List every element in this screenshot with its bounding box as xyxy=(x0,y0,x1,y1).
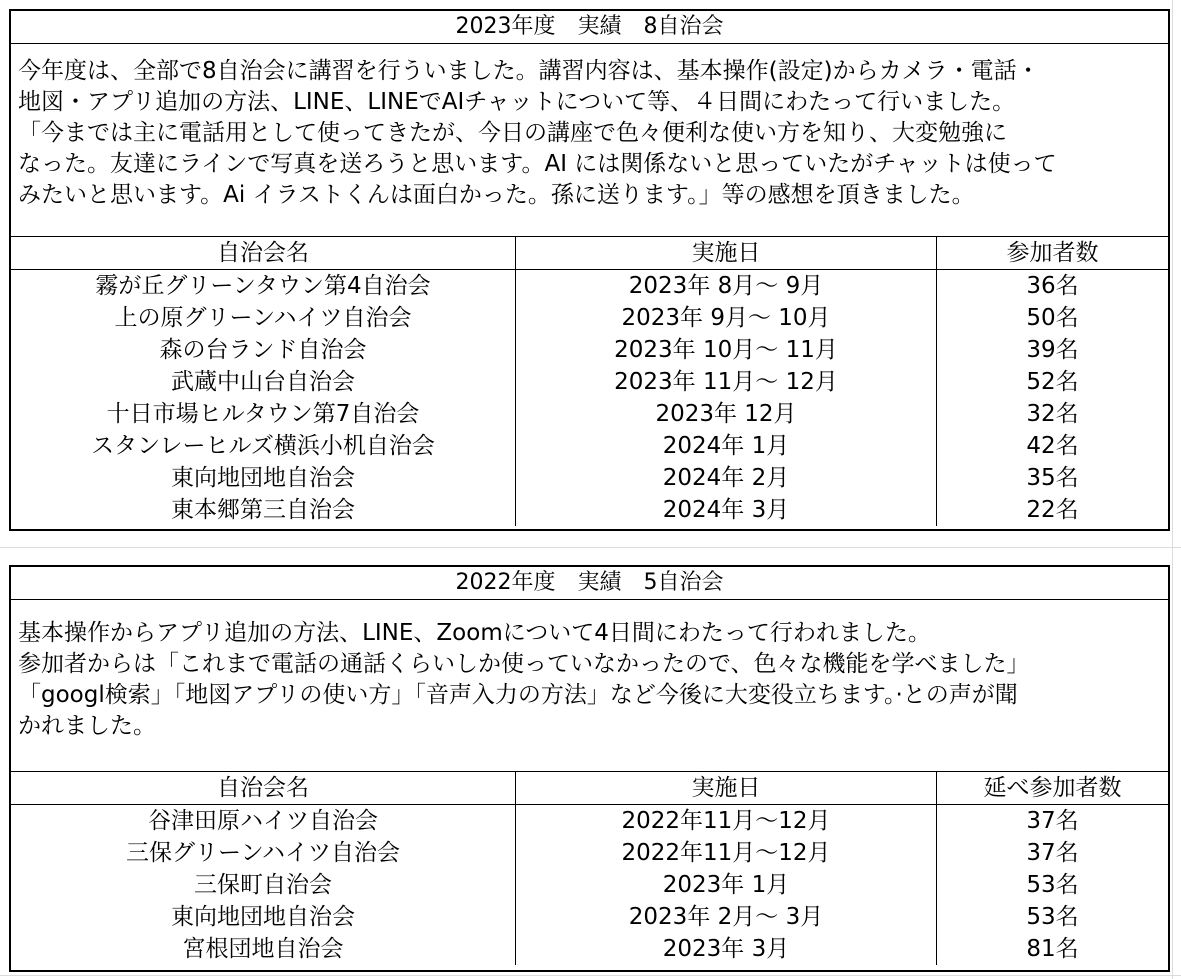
description-line: 「googl検索」「地図アプリの使い方」「音声入力の方法」など今後に大変役立ちます。·との声が聞 xyxy=(18,682,1018,708)
cell-count: 35名 xyxy=(1026,465,1079,491)
table-2022 xyxy=(11,772,1168,965)
header-date: 実施日 xyxy=(516,772,937,805)
cell-name: 森の台ランド自治会 xyxy=(11,334,516,366)
table-row xyxy=(11,869,1168,901)
cell-name: 十日市場ヒルタウン第7自治会 xyxy=(11,398,516,430)
description-line: 参加者からは「これまで電話の通話くらいしか使っていなかったので、色々な機能を学べました」 xyxy=(18,651,1030,677)
sheet-gridline xyxy=(1172,0,1173,979)
cell-name: 三保町自治会 xyxy=(11,869,516,901)
cell-name: 霧が丘グリーンタウン第4自治会 xyxy=(11,270,516,303)
table-header-row xyxy=(11,772,1168,805)
section-2022-description xyxy=(11,600,1168,772)
table-row xyxy=(11,302,1168,334)
description-line: みたいと思います。Ai イラストくんは面白かった。孫に送ります。」等の感想を頂きました。 xyxy=(18,182,975,208)
table-row xyxy=(11,837,1168,869)
cell-count: 32名 xyxy=(1026,401,1079,427)
header-count: 参加者数 xyxy=(937,237,1169,270)
section-2023 xyxy=(9,9,1170,531)
cell-date: 2024年 1月 xyxy=(516,430,937,462)
sheet-gridline xyxy=(0,975,1181,976)
cell-date: 2023年 8月～ 9月 xyxy=(516,270,937,303)
cell-date: 2023年 1月 xyxy=(516,869,937,901)
cell-date: 2023年 2月～ 3月 xyxy=(516,901,937,933)
cell-name: 谷津田原ハイツ自治会 xyxy=(11,805,516,838)
cell-date: 2023年 9月～ 10月 xyxy=(516,302,937,334)
cell-name: 武蔵中山台自治会 xyxy=(11,366,516,398)
sheet-gridline xyxy=(0,547,1181,548)
table-row xyxy=(11,430,1168,462)
table-row xyxy=(11,270,1168,303)
cell-count: 81名 xyxy=(1026,936,1079,962)
cell-date: 2023年 12月 xyxy=(516,398,937,430)
cell-name: 東向地団地自治会 xyxy=(11,462,516,494)
cell-date: 2023年 11月～ 12月 xyxy=(516,366,937,398)
header-count: 延べ参加者数 xyxy=(937,772,1169,805)
cell-count: 52名 xyxy=(1026,369,1079,395)
cell-count: 53名 xyxy=(1026,904,1079,930)
table-row xyxy=(11,366,1168,398)
cell-name: スタンレーヒルズ横浜小机自治会 xyxy=(11,430,516,462)
description-line: 基本操作からアプリ追加の方法、LINE、Zoomについて4日間にわたって行われました。 xyxy=(18,620,931,646)
cell-date: 2024年 3月 xyxy=(516,494,937,526)
cell-count: 37名 xyxy=(1026,840,1079,866)
table-row xyxy=(11,933,1168,965)
table-row xyxy=(11,494,1168,526)
header-name: 自治会名 xyxy=(11,772,516,805)
cell-count: 39名 xyxy=(1026,337,1079,363)
section-2023-description xyxy=(11,44,1168,237)
cell-date: 2022年11月～12月 xyxy=(516,837,937,869)
table-row xyxy=(11,805,1168,838)
header-name: 自治会名 xyxy=(11,237,516,270)
description-line: 今年度は、全部で8自治会に講習を行ういました。講習内容は、基本操作(設定)からカメラ・電話・ xyxy=(18,58,1040,84)
section-2023-title: 2023年度 実績 8自治会 xyxy=(11,11,1168,44)
cell-name: 上の原グリーンハイツ自治会 xyxy=(11,302,516,334)
cell-count: 42名 xyxy=(1026,433,1079,459)
section-2022 xyxy=(9,565,1170,972)
cell-name: 三保グリーンハイツ自治会 xyxy=(11,837,516,869)
table-row xyxy=(11,462,1168,494)
cell-date: 2023年 3月 xyxy=(516,933,937,965)
cell-count: 53名 xyxy=(1026,872,1079,898)
header-date: 実施日 xyxy=(516,237,937,270)
cell-name: 宮根団地自治会 xyxy=(11,933,516,965)
section-2022-title: 2022年度 実績 5自治会 xyxy=(11,567,1168,600)
table-row xyxy=(11,901,1168,933)
cell-count: 50名 xyxy=(1026,305,1079,331)
description-line: なった。友達にラインで写真を送ろうと思います。AI には関係ないと思っていたがチャットは使って xyxy=(18,151,1057,177)
description-line: 地図・アプリ追加の方法、LINE、LINEでAIチャットについて等、４日間にわたって行いました。 xyxy=(18,89,1016,115)
cell-count: 37名 xyxy=(1026,808,1079,834)
description-line: かれました。 xyxy=(18,713,156,739)
cell-date: 2022年11月～12月 xyxy=(516,805,937,838)
cell-count: 36名 xyxy=(1026,273,1079,299)
cell-count: 22名 xyxy=(1026,497,1079,523)
table-row xyxy=(11,334,1168,366)
cell-name: 東向地団地自治会 xyxy=(11,901,516,933)
table-2023 xyxy=(11,237,1168,526)
cell-date: 2024年 2月 xyxy=(516,462,937,494)
table-header-row xyxy=(11,237,1168,270)
cell-date: 2023年 10月～ 11月 xyxy=(516,334,937,366)
description-line: 「今までは主に電話用として使ってきたが、今日の講座で色々便利な使い方を知り、大変勉強に xyxy=(18,120,1007,146)
cell-name: 東本郷第三自治会 xyxy=(11,494,516,526)
table-row xyxy=(11,398,1168,430)
